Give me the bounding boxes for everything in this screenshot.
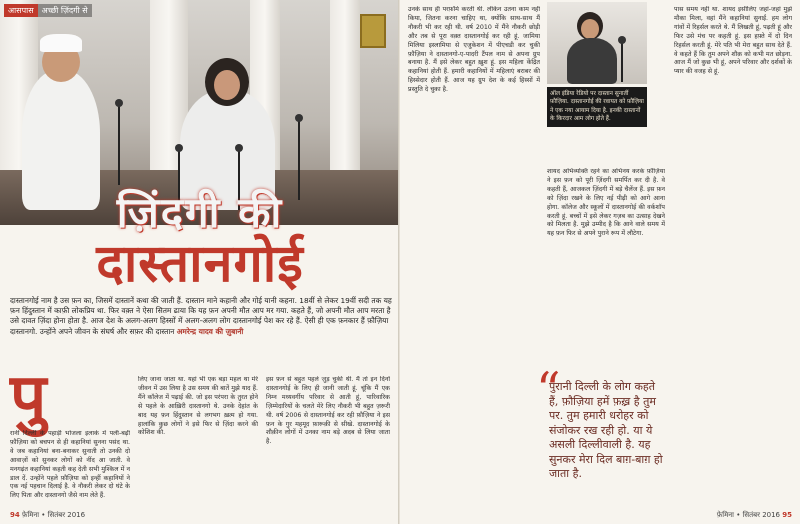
section-tag-subtitle: अच्छी ज़िंदगी से xyxy=(38,4,92,17)
inset-photo xyxy=(547,2,647,84)
page-number-right: 95 xyxy=(782,511,792,519)
headline-line-1: ज़िंदगी की xyxy=(116,188,284,237)
section-tag-label: आसपास xyxy=(4,4,38,17)
left-footer xyxy=(10,511,85,520)
body-column-2: लिए जाना जाता था. यहां भी एक बड़ा महल था मेरे जीवन में उस लिया है उस समय की बातें मुझे याद हैं. मैंने कॉलेज में पढ़ाई की. जो इस परंपरा के तुरत होने से पहले के आख़िरी दास्तानगो थे. उनके देहांत के बाद यह फ़न हिंदुस्तान से लगभग ख़त्म हो गया. हालांकि कुछ लोगों ने इसे फिर से ज़िंदा करने की कोशिश की. xyxy=(138,376,258,437)
magazine-name-right: फ़ेमिना • सितंबर 2016 xyxy=(716,511,781,519)
page-number-left: 94 xyxy=(10,511,20,519)
intro-text: दास्तानगोई नाम है उस फ़न का, जिसमें दास्तानें कथा की जाती हैं. दास्तान माने कहानी और गोई यानी कहना. 18वीं से लेकर 19वीं सदी तक यह फ़न हिंदुस्तान में काफ़ी लोकप्रिय था. फिर वक़्त ने ऐसा सितम ढाया कि यह फ़न अपनी मौत आप मर गया. कहते हैं, जो अपनी मौत आप मरता है उसे दावत ज़िंदा होना होता है. आज देश के अलग-अलग हिस्सों में अलग-अलग लोग दास्तानगोई पेश कर रहे हैं. ऐसी ही एक फ़नकार हैं फ़ौज़िया दास्तानगो. उन्होंने अपने जीवन के संघर्ष और सफ़र की दास्तान xyxy=(10,296,392,336)
right-body-column-3: पास समय नहीं था. शायद इसीलिए जहां-जहां मुझे मौका मिला, वहां मैंने कहानियां सुनाईं. हम लोग गांवों में रिहर्सल करते थे. मैं लिखती हूं, पढ़ती हूं और फिर उसे मंच पर कहती हूं. इस हफ़्ते में दो दिन रिहर्सल करती हूं. मेरे पति भी मेरा बहुत साथ देते हैं. वे कहते हैं कि तुम अपने शौक़ को कभी मत छोड़ना. आज मैं जो कुछ भी हूं, अपने परिवार और दर्शकों के प्यार की वजह से हूं. xyxy=(674,6,792,76)
intro-author: अमरेन्द्र यादव की ज़ुबानी xyxy=(176,326,244,336)
right-page xyxy=(400,0,800,524)
right-footer xyxy=(717,511,792,520)
right-body-column-1: उनके साथ ही परफ़ॉर्म करती थी. लेकिन उतना काम नहीं किया, जितना करना चाहिए था, क्योंकि साथ-साथ मैं नौकरी भी कर रही थी. वर्ष 2010 में मैंने नौकरी छोड़ी और तब से पूरा वक़्त दास्तानगोई कर रही हूं. जामिया मिलिया इस्लामिया से एजुकेशन में पीएचडी कर चुकी फ़ौज़िया ने दास्तानगो-ए-पादरी टैंपल नाम से अपना ग्रुप बनाया है. मैं इसे लेकर बहुत ख़ुश हूं. इस महिला केंद्रित कहानियां होती हैं. हमारी कहानियों में महिलाएं बराबर की हिस्सेदार होती हैं. आज यह ग्रुप देश के कई हिस्सों में प्रस्तुति दे चुका है. xyxy=(408,6,540,94)
quote-mark-open: “ xyxy=(536,362,561,418)
magazine-name-left: फ़ेमिना • सितंबर 2016 xyxy=(21,511,86,519)
section-tag xyxy=(4,3,92,17)
decorative-frame xyxy=(360,14,386,48)
pull-quote: पुरानी दिल्ली के लोग कहते हैं, फ़ौज़िया हमें फ़ख़्र है तुम पर. तुम हमारी धरोहर को संजोकर रख रही हो. या ये असली दिल्लीवाली है. यह सुनकर मेरा दिल बाग़-बाग़ हो जाता है. xyxy=(549,380,663,480)
headline-line-2: दास्तानगोई xyxy=(96,233,304,294)
intro-paragraph xyxy=(10,296,392,337)
right-body-column-2: शायद अभिव्यक्ति रहने का अभिनय करके फ़ौज़िया ने इस फ़न को पूरी ज़िंदगी समर्पित कर दी है. वे कहती हैं, आजकल ज़िंदगी में बड़े चैलेंज हैं. इस फ़न को ज़िंदा रखने के लिए नई पीढ़ी को आगे आना होगा. कॉलेज और स्कूलों में दास्तानगोई की वर्कशॉप करती हूं. बच्चों में इसे लेकर गज़ब का उत्साह देखने को मिलता है. मुझे उम्मीद है कि आने वाले समय में यह फ़न फिर से अपने पुराने रूप में लौटेगा. xyxy=(547,168,665,238)
body-column-3: इस फ़न से बहुत पहले जुड़ चुकी थीं. मैं तो इन दिनों दास्तानगोई के लिए ही जानी जाती हूं. चूंकि मैं एक निम्न मध्यवर्गीय परिवार से आती हूं, पारिवारिक ज़िम्मेदारियों के चलते मेरे लिए नौकरी भी बहुत ज़रूरी थी. वर्ष 2006 से दास्तानगोई कर रही फ़ौज़िया ने इस फ़न के गुर महमूद फ़ारूक़ी से सीखे. दास्तानगोई के शौक़ीन लोगों में उनका नाम बड़े अदब से लिया जाता है. xyxy=(266,376,390,446)
body-column-1: रानी दिल्ली के पहाड़ी भोजला इलाके में पली-बढ़ी फ़ौज़िया को बचपन से ही कहानियां सुनना पसंद था. वे जब कहानियां बना-बनाकर सुनाती तो उनकी दो आवाज़ों को सुनकर लोगों को नींद आ जाती. वे मनगढ़ंत कहानियां कहती कह देती सभी मुश्किल में न डाल दें. उन्होंने पहले फ़ौज़िया को इन्हीं कहानियों ने एक नई पहचान दिलाई है. वे नौकरी लेकर दो घंटे के लिए पिता और दास्तानगो जैसे नाम लेते हैं. xyxy=(10,430,130,500)
drop-cap: पु xyxy=(10,360,47,435)
photo-caption: ऑल इंडिया रेडियो पर दास्तान सुनातीं फ़ौज़िया. दास्तानगोई की रवायत को फ़ौज़िया ने एक नया आयाम दिया है. इनकी दास्तानों के किरदार आम लोग होते हैं. xyxy=(547,87,647,127)
